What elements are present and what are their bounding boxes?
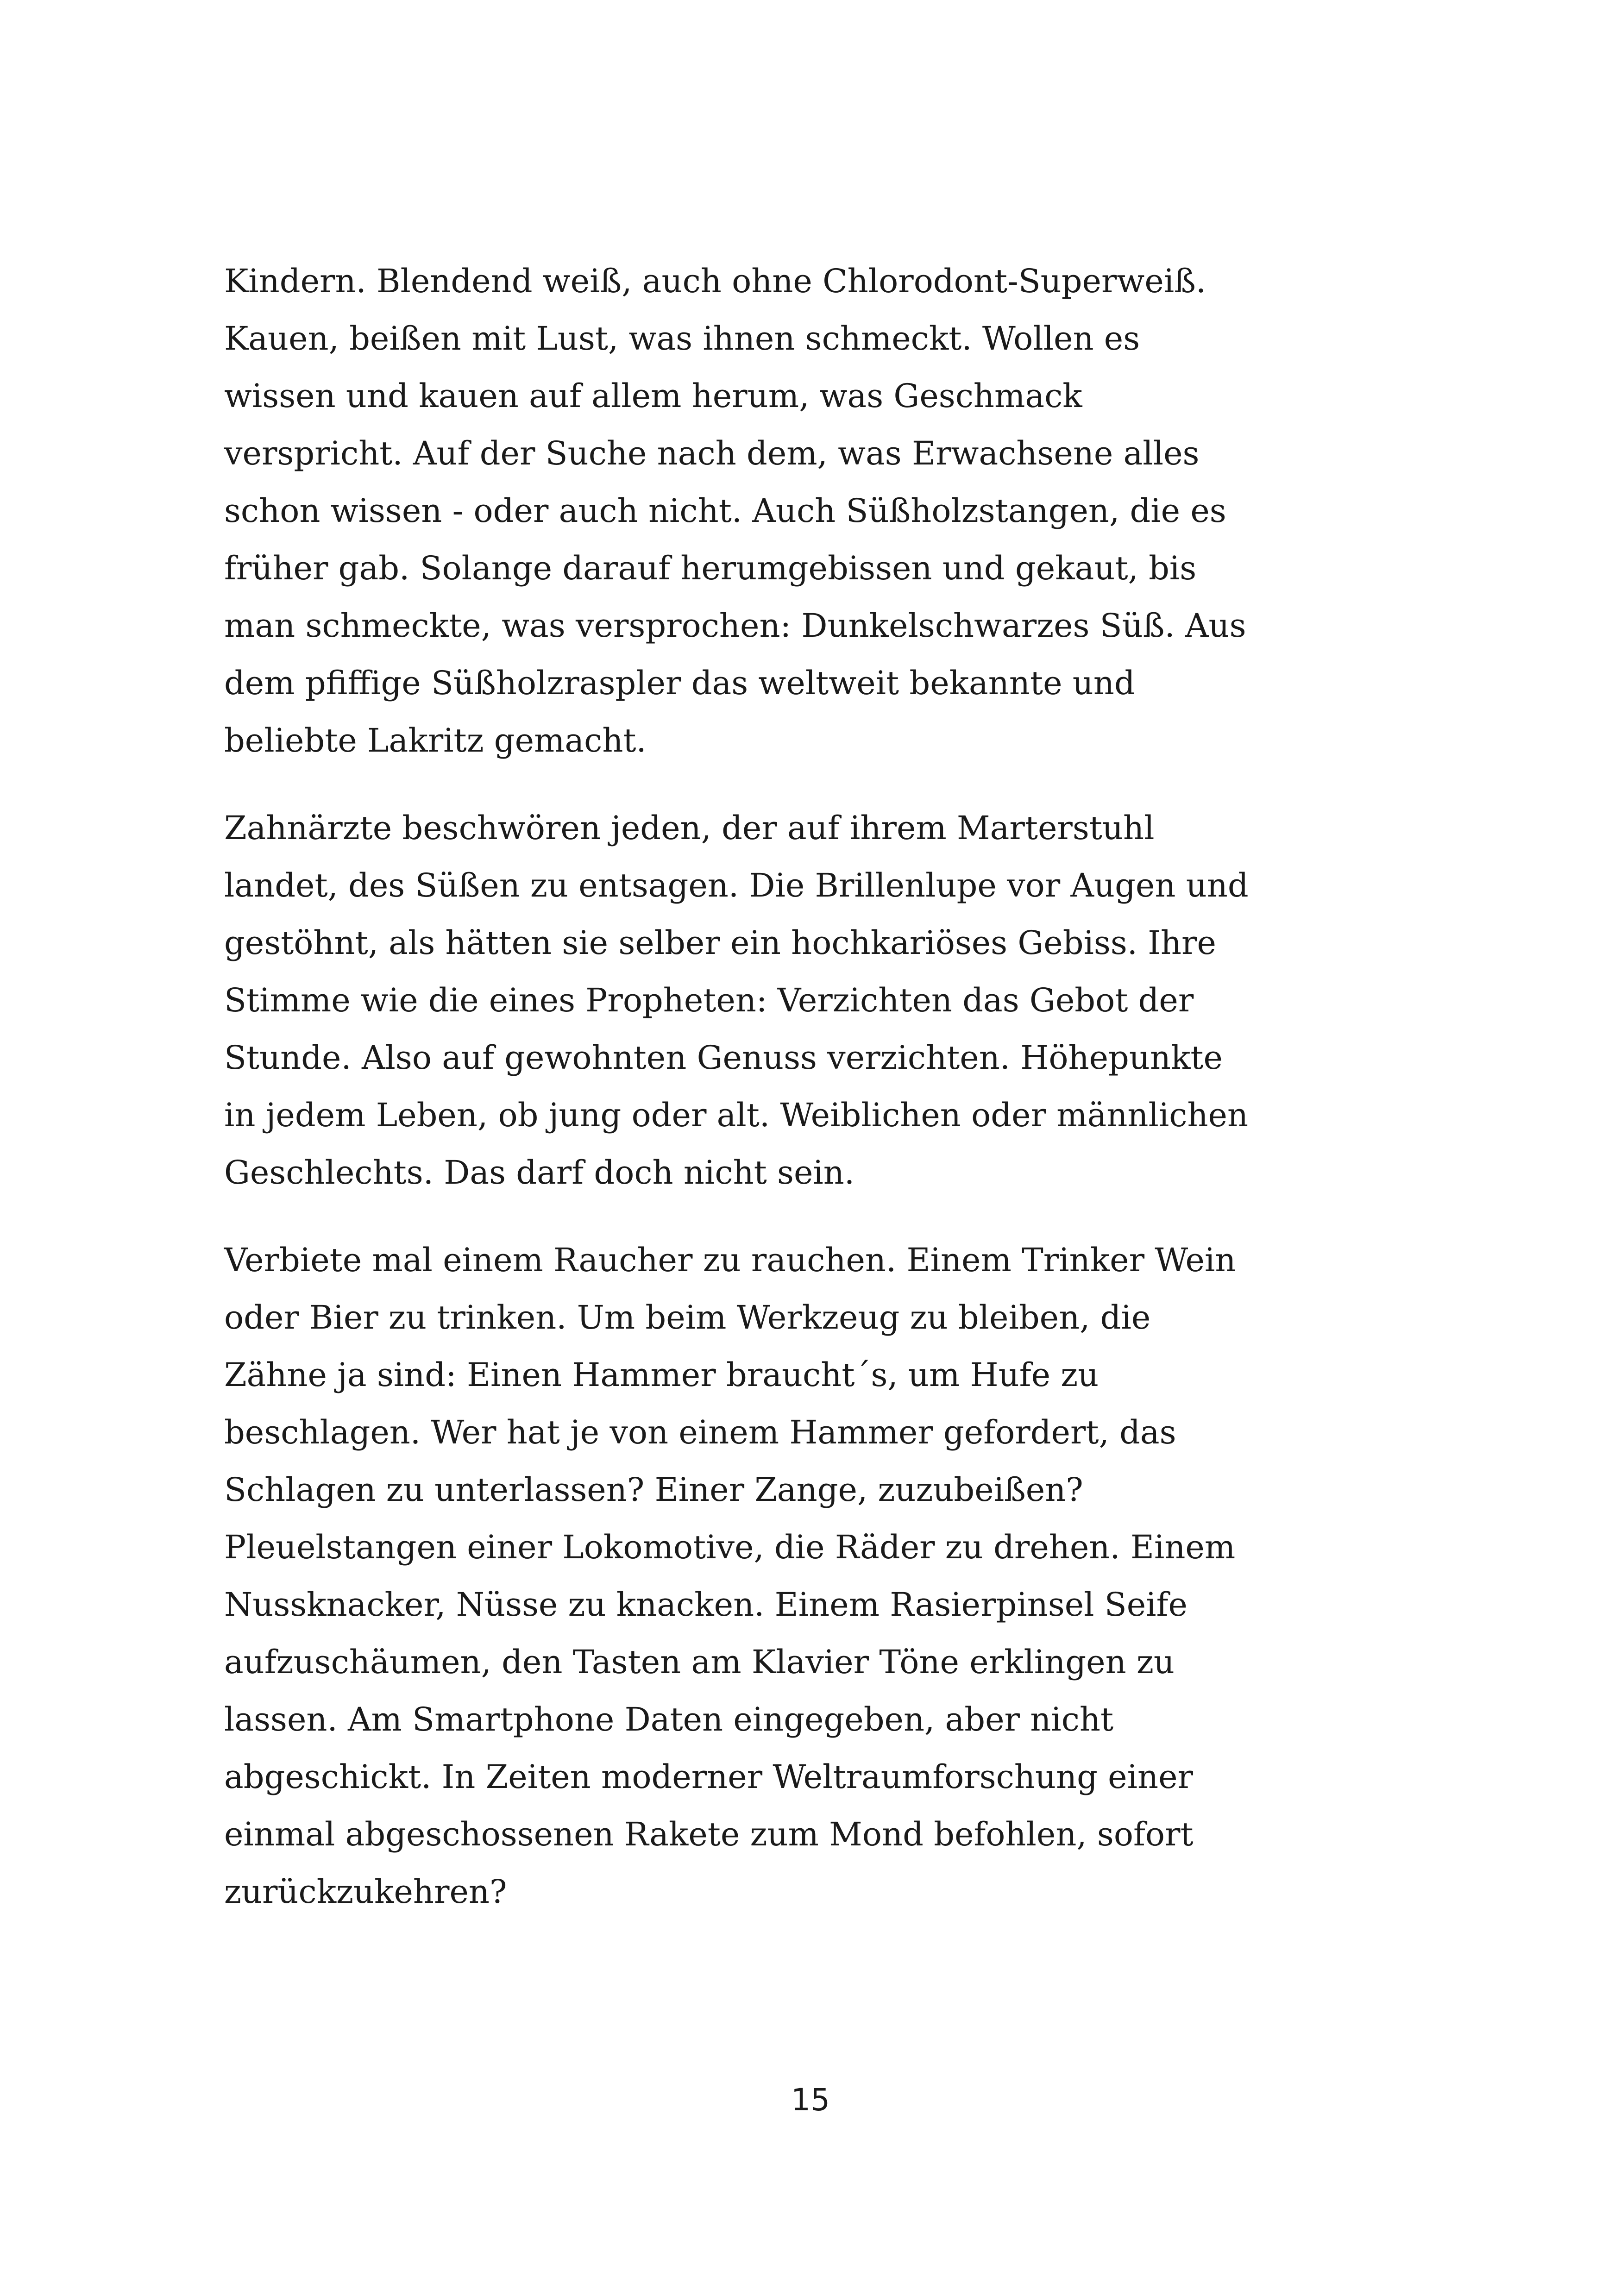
- text-line: abgeschickt. In Zeiten moderner Weltraumforschung einer: [224, 1758, 1193, 1796]
- text-line: zurückzukehren?: [224, 1873, 507, 1911]
- text-line: einmal abgeschossenen Rakete zum Mond befohlen, sofort: [224, 1815, 1194, 1853]
- text-line: Geschlechts. Das darf doch nicht sein.: [224, 1154, 855, 1192]
- text-line: in jedem Leben, ob jung oder alt. Weiblichen oder männlichen: [224, 1096, 1249, 1134]
- text-line: Kauen, beißen mit Lust, was ihnen schmeckt. Wollen es: [224, 320, 1140, 358]
- text-line: beschlagen. Wer hat je von einem Hammer gefordert, das: [224, 1413, 1176, 1451]
- text-line: aufzuschäumen, den Tasten am Klavier Töne erklingen zu: [224, 1643, 1175, 1681]
- text-line: Kindern. Blendend weiß, auch ohne Chlorodont-Superweiß.: [224, 262, 1206, 300]
- text-line: Stunde. Also auf gewohnten Genuss verzichten. Höhepunkte: [224, 1039, 1223, 1077]
- paragraph-3: [224, 1231, 1410, 1920]
- text-line: Pleuelstangen einer Lokomotive, die Räder zu drehen. Einem: [224, 1528, 1236, 1566]
- text-line: landet, des Süßen zu entsagen. Die Brillenlupe vor Augen und: [224, 866, 1249, 904]
- text-line: Zahnärzte beschwören jeden, der auf ihrem Marterstuhl: [224, 809, 1155, 847]
- text-line: Zähne ja sind: Einen Hammer braucht´s, um Hufe zu: [224, 1356, 1099, 1394]
- text-line: wissen und kauen auf allem herum, was Geschmack: [224, 377, 1082, 415]
- text-line: Stimme wie die eines Propheten: Verzichten das Gebot der: [224, 981, 1194, 1019]
- text-line: beliebte Lakritz gemacht.: [224, 721, 647, 759]
- text-line: oder Bier zu trinken. Um beim Werkzeug zu bleiben, die: [224, 1299, 1151, 1336]
- paragraph-2: [224, 799, 1410, 1201]
- paragraph-1: [224, 252, 1410, 769]
- text-line: Verbiete mal einem Raucher zu rauchen. Einem Trinker Wein: [224, 1241, 1236, 1279]
- text-line: lassen. Am Smartphone Daten eingegeben, aber nicht: [224, 1700, 1114, 1738]
- text-line: man schmeckte, was versprochen: Dunkelschwarzes Süß. Aus: [224, 607, 1246, 645]
- text-line: Nussknacker, Nüsse zu knacken. Einem Rasierpinsel Seife: [224, 1586, 1187, 1624]
- text-line: Schlagen zu unterlassen? Einer Zange, zuzubeißen?: [224, 1471, 1083, 1509]
- text-line: früher gab. Solange darauf herumgebissen und gekaut, bis: [224, 549, 1197, 587]
- text-line: dem pfiffige Süßholzraspler das weltweit bekannte und: [224, 664, 1135, 702]
- text-line: gestöhnt, als hätten sie selber ein hochkariöses Gebiss. Ihre: [224, 924, 1216, 962]
- text-line: schon wissen - oder auch nicht. Auch Süßholzstangen, die es: [224, 492, 1226, 530]
- page-number: 15: [791, 2082, 830, 2118]
- text-line: verspricht. Auf der Suche nach dem, was Erwachsene alles: [224, 434, 1200, 472]
- body-text: [224, 252, 1410, 1951]
